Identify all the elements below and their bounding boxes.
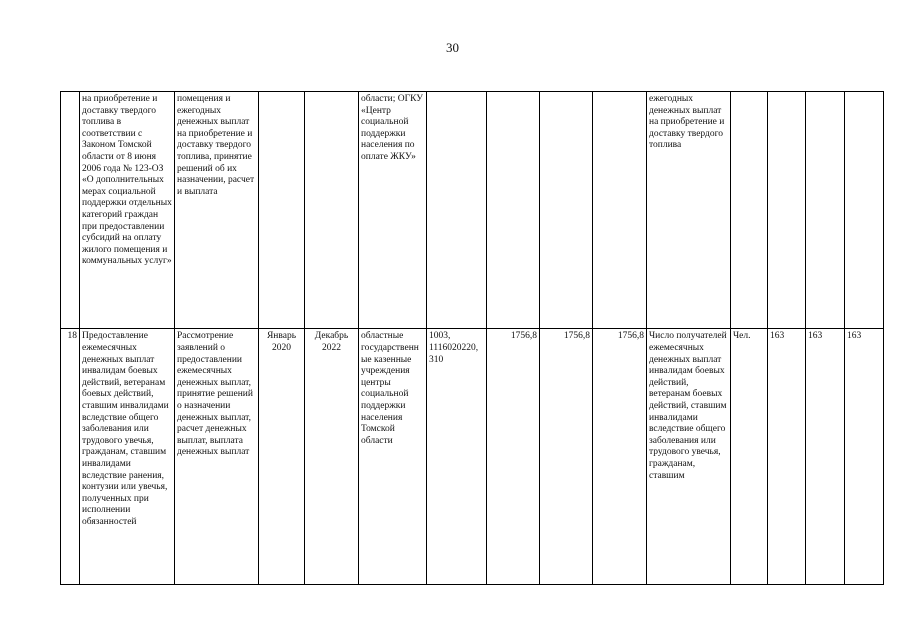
page-number: 30: [446, 40, 459, 55]
cell-code: [427, 92, 487, 329]
cell-value-2: 1756,8: [540, 329, 593, 585]
cell-end: [305, 92, 359, 329]
cell-code: 1003, 1116020220, 310: [427, 329, 487, 585]
cell-value-1: [487, 92, 540, 329]
cell-content: помещения и ежегодных денежных выплат на приобретение и доставку твердого топлива, принятие решений об их назначении, расчет и выплата: [175, 92, 259, 329]
cell-indicator: Число получателей ежемесячных денежных выплат инвалидам боевых действий, ветеранам боевых действий, ставшим инвалидами вследствие общего заболевания или трудового увечья, гражданам, ставшим: [647, 329, 731, 585]
table-row: [61, 329, 884, 585]
cell-value-3: 1756,8: [593, 329, 647, 585]
cell-event: Предоставление ежемесячных денежных выплат инвалидам боевых действий, ветеранам боевых действий, ставшим инвалидами вследствие общего заболевания или трудового увечья, гражданам, ставшим инвалидами вследствие ранения, контузии или увечья, полученных при исполнении обязанностей: [80, 329, 175, 585]
cell-plan-2: [806, 92, 845, 329]
cell-number: [61, 92, 80, 329]
cell-indicator: ежегодных денежных выплат на приобретение и доставку твердого топлива: [647, 92, 731, 329]
cell-start: Январь 2020: [259, 329, 305, 585]
cell-executor: областные государственные казенные учреждения центры социальной поддержки населения Томской области: [359, 329, 427, 585]
cell-content: Рассмотрение заявлений о предоставлении ежемесячных денежных выплат, принятие решений о назначении денежных выплат, расчет денежных выплат, выплата денежных выплат: [175, 329, 259, 585]
cell-value-3: [593, 92, 647, 329]
cell-start: [259, 92, 305, 329]
cell-unit: [731, 92, 768, 329]
cell-unit: Чел.: [731, 329, 768, 585]
table-row: [61, 92, 884, 329]
cell-plan-3: [845, 92, 884, 329]
cell-end: Декабрь 2022: [305, 329, 359, 585]
cell-event: на приобретение и доставку твердого топлива в соответствии с Законом Томской области от 8 июня 2006 года № 123-ОЗ «О дополнительных мерах социальной поддержки отдельных категорий граждан при предоставлении субсидий на оплату жилого помещения и коммунальных услуг»: [80, 92, 175, 329]
cell-plan-2: 163: [806, 329, 845, 585]
cell-number: 18: [61, 329, 80, 585]
cell-plan-3: 163: [845, 329, 884, 585]
cell-plan-1: [768, 92, 806, 329]
cell-value-2: [540, 92, 593, 329]
cell-value-1: 1756,8: [487, 329, 540, 585]
cell-plan-1: 163: [768, 329, 806, 585]
cell-executor: области; ОГКУ «Центр социальной поддержки населения по оплате ЖКУ»: [359, 92, 427, 329]
program-table: [60, 91, 884, 585]
